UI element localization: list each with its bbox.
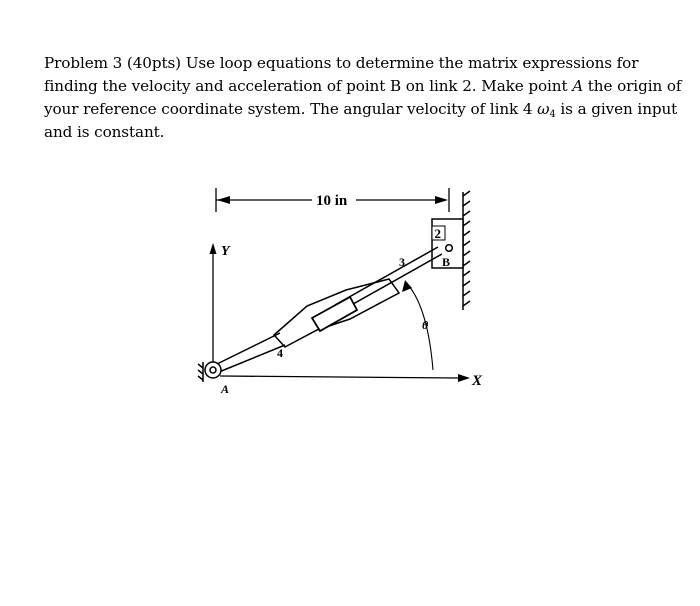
dim-arrow-left <box>217 196 230 204</box>
theta-arrow <box>402 280 412 292</box>
ground-pivot-a <box>198 362 203 382</box>
point-a-label: A <box>221 382 230 396</box>
omega-symbol: ω <box>537 100 550 118</box>
y-axis-label: Y <box>221 244 230 259</box>
link-3-rod-lower <box>339 254 442 312</box>
y-axis-arrow <box>210 243 217 254</box>
dim-arrow-right <box>435 196 448 204</box>
link-2-label: 2 <box>434 226 441 241</box>
ground-wall <box>463 191 470 310</box>
pivot-a-inner <box>210 367 216 373</box>
problem-text-part2: the origin of your reference coordinate system. The angular velocity of link 4 <box>44 77 682 118</box>
link-4-label: 4 <box>277 346 283 360</box>
problem-text-part3: is a given input and is constant. <box>44 100 678 141</box>
pin-b <box>446 245 453 252</box>
x-axis <box>220 376 458 378</box>
omega-subscript: 4 <box>549 109 556 120</box>
x-axis-label: X <box>472 373 483 389</box>
x-axis-arrow <box>458 374 470 382</box>
link-3-label: 3 <box>399 255 405 269</box>
theta-arc <box>409 286 433 370</box>
point-b-label: B <box>442 255 451 269</box>
theta-label: θ <box>422 318 429 332</box>
problem-text-part1: Problem 3 (40pts) Use loop equations to determine the matrix expressions for finding the velocity and acceleration of point B on link 2. Make point <box>44 54 639 95</box>
dimension-label: 10 in <box>316 193 348 209</box>
point-a-ref: A <box>572 77 584 95</box>
